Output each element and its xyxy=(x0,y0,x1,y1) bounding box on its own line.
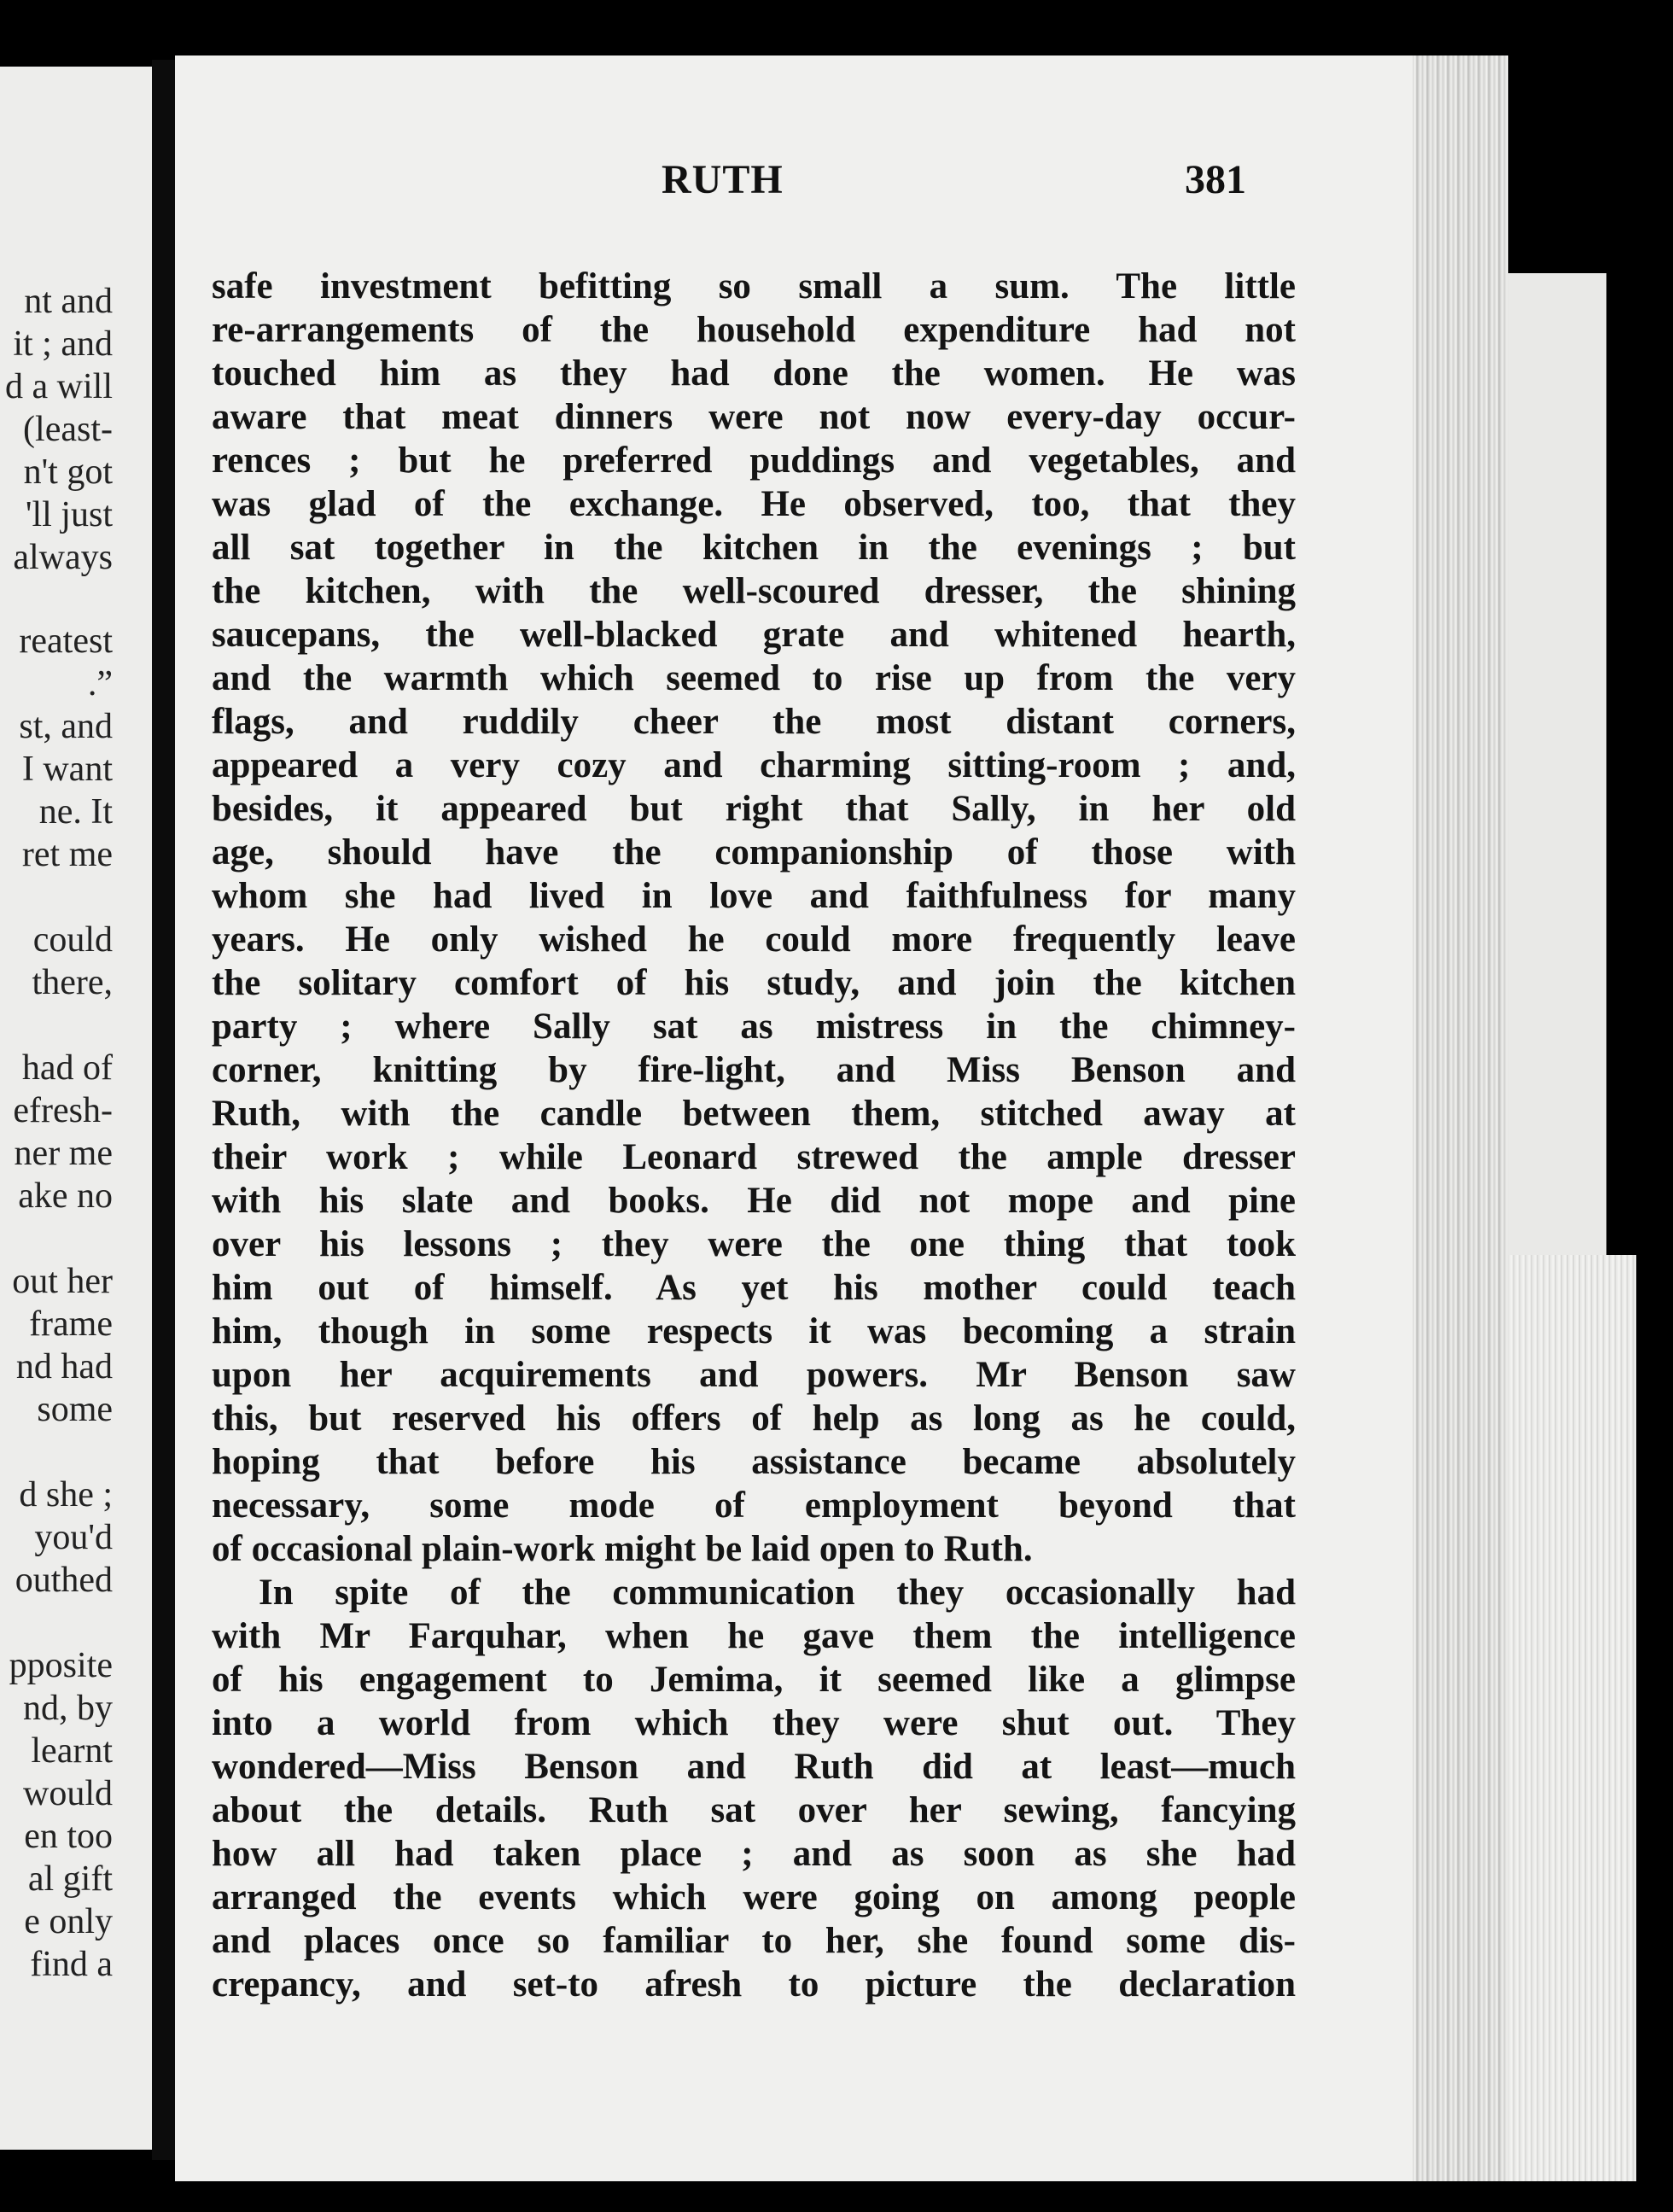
text-line: re-arrangements of the household expenditure had not xyxy=(212,310,1296,350)
text-line: flags, and ruddily cheer the most distant corners, xyxy=(212,702,1296,742)
text-line: upon her acquirements and powers. Mr Benson saw xyxy=(212,1355,1296,1395)
facing-page-line: ne. It xyxy=(38,792,113,832)
text-line: hoping that before his assistance became absolutely xyxy=(212,1442,1296,1482)
facing-page-line: 'll just xyxy=(25,495,113,534)
facing-page-line: had of xyxy=(21,1048,113,1088)
facing-page-line: e only xyxy=(24,1902,113,1941)
book-gutter xyxy=(152,60,178,2160)
text-line: and the warmth which seemed to rise up from the very xyxy=(212,658,1296,698)
facing-page-line: n't got xyxy=(23,452,113,492)
facing-page-fragment xyxy=(0,67,152,2150)
facing-page-line: could xyxy=(32,920,113,960)
facing-page-line: d a will xyxy=(5,367,113,406)
page-header xyxy=(175,156,1421,207)
facing-page-line: (least- xyxy=(23,410,113,449)
facing-page-line: al gift xyxy=(27,1859,113,1899)
text-line: corner, knitting by fire-light, and Miss Benson and xyxy=(212,1050,1296,1090)
page-fore-edge xyxy=(1413,55,1508,2181)
facing-page-line: efresh- xyxy=(13,1091,113,1130)
text-line: their work ; while Leonard strewed the ample dresser xyxy=(212,1137,1296,1177)
facing-page-line: there, xyxy=(32,963,113,1002)
text-line: crepancy, and set-to afresh to picture the declaration xyxy=(212,1964,1296,2005)
facing-page-line: pposite xyxy=(9,1646,113,1685)
text-line: about the details. Ruth sat over her sewing, fancying xyxy=(212,1790,1296,1830)
text-line: touched him as they had done the women. He was xyxy=(212,353,1296,394)
text-line: In spite of the communication they occasionally had xyxy=(259,1573,1296,1613)
text-line: of occasional plain-work might be laid open to Ruth. xyxy=(212,1529,1033,1569)
text-line: wondered—Miss Benson and Ruth did at least—much xyxy=(212,1747,1296,1787)
facing-page-line: out her xyxy=(12,1262,113,1301)
facing-page-line: always xyxy=(13,538,113,577)
text-line: aware that meat dinners were not now every-day occur- xyxy=(212,397,1296,437)
facing-page-line: learnt xyxy=(31,1731,113,1771)
text-line: the kitchen, with the well-scoured dresser, the shining xyxy=(212,571,1296,611)
text-line: with his slate and books. He did not mope and pine xyxy=(212,1181,1296,1221)
page-number: 381 xyxy=(1185,157,1246,202)
text-line: years. He only wished he could more frequently leave xyxy=(212,919,1296,960)
facing-page-line: I want xyxy=(21,750,113,789)
text-line: besides, it appeared but right that Sally, in her old xyxy=(212,789,1296,829)
text-line: over his lessons ; they were the one thing that took xyxy=(212,1224,1296,1264)
book-page xyxy=(175,55,1421,2181)
body-text xyxy=(212,265,1296,2006)
text-line: whom she had lived in love and faithfulness for many xyxy=(212,876,1296,916)
text-line: with Mr Farquhar, when he gave them the intelligence xyxy=(212,1616,1296,1656)
facing-page-line: reatest xyxy=(19,622,113,661)
facing-page-line: d she ; xyxy=(19,1475,113,1515)
facing-page-line: find a xyxy=(30,1945,113,1984)
facing-page-line: nt and xyxy=(24,282,113,321)
text-line: appeared a very cozy and charming sitting-room ; and, xyxy=(212,745,1296,785)
text-line: necessary, some mode of employment beyond that xyxy=(212,1485,1296,1526)
text-line: was glad of the exchange. He observed, too, that they xyxy=(212,484,1296,524)
facing-page-line: en too xyxy=(24,1817,113,1856)
text-line: into a world from which they were shut out. They xyxy=(212,1703,1296,1743)
text-line: how all had taken place ; and as soon as she had xyxy=(212,1834,1296,1874)
facing-page-line: .” xyxy=(87,664,113,703)
text-line: this, but reserved his offers of help as long as he could, xyxy=(212,1398,1296,1439)
text-line: age, should have the companionship of those with xyxy=(212,832,1296,873)
facing-page-line: frame xyxy=(29,1304,113,1344)
facing-page-line: ret me xyxy=(21,835,113,874)
facing-page-line: some xyxy=(37,1390,113,1429)
text-line: the solitary comfort of his study, and join the kitchen xyxy=(212,963,1296,1003)
facing-page-line: would xyxy=(23,1774,113,1813)
facing-page-line: ake no xyxy=(18,1176,113,1216)
text-line: him, though in some respects it was becoming a strain xyxy=(212,1311,1296,1351)
page-fore-edge-lower xyxy=(1508,1255,1636,2181)
facing-page-line: nd had xyxy=(15,1347,113,1386)
text-line: him out of himself. As yet his mother could teach xyxy=(212,1268,1296,1308)
text-line: all sat together in the kitchen in the evenings ; but xyxy=(212,528,1296,568)
text-line: arranged the events which were going on among people xyxy=(212,1877,1296,1917)
page-fore-edge-upper xyxy=(1508,273,1606,1255)
facing-page-line: ner me xyxy=(14,1134,113,1173)
text-line: safe investment befitting so small a sum. The little xyxy=(212,266,1296,306)
facing-page-line: st, and xyxy=(19,707,113,746)
text-line: party ; where Sally sat as mistress in the chimney- xyxy=(212,1007,1296,1047)
facing-page-line: nd, by xyxy=(23,1689,113,1728)
facing-page-line: outhed xyxy=(15,1561,113,1600)
text-line: and places once so familiar to her, she found some dis- xyxy=(212,1921,1296,1961)
text-line: rences ; but he preferred puddings and vegetables, and xyxy=(212,441,1296,481)
text-line: Ruth, with the candle between them, stitched away at xyxy=(212,1094,1296,1134)
running-title: RUTH xyxy=(662,157,784,202)
facing-page-line: it ; and xyxy=(13,324,113,364)
facing-page-line: you'd xyxy=(34,1518,113,1557)
text-line: of his engagement to Jemima, it seemed like a glimpse xyxy=(212,1660,1296,1700)
text-line: saucepans, the well-blacked grate and whitened hearth, xyxy=(212,615,1296,655)
